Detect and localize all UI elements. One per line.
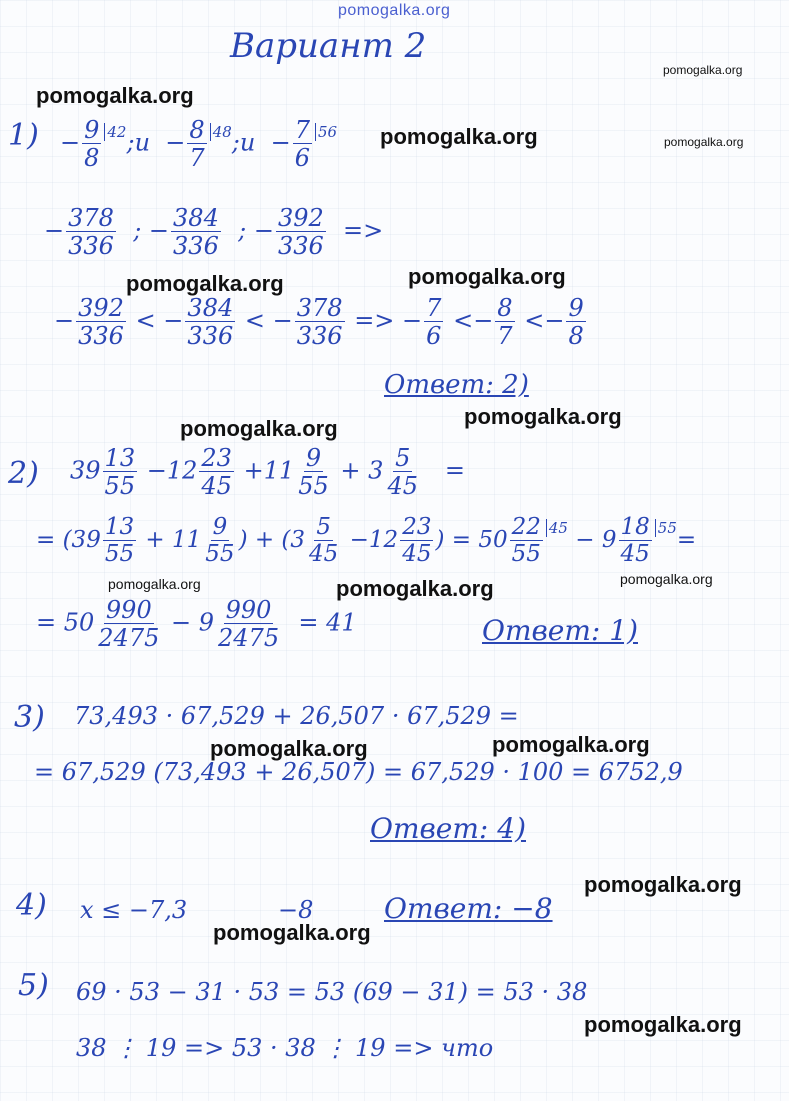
watermark: pomogalka.org xyxy=(664,135,744,149)
watermark: pomogalka.org xyxy=(210,736,368,761)
problem-2-line-2: = (39 $\frac{13}{55}$ + 11 $\frac{9}{55}$ ) + (3 $\frac{5}{45}$ −12 $\frac{23}{45}$ ) = 50 $\frac{22}{55}$ $^{45}$ − 9 $\frac{18}{45}$ $^{55}$= xyxy=(36,514,697,567)
problem-4-condition: x ≤ −7,3 xyxy=(80,896,188,924)
problem-5-line-2: 38 ⋮ 19 => 53 · 38 ⋮ 19 => что xyxy=(76,1034,494,1062)
problem-3-line-1: 73,493 · 67,529 + 26,507 · 67,529 = xyxy=(74,702,519,730)
problem-3-line-2: = 67,529 (73,493 + 26,507) = 67,529 · 100 = 6752,9 xyxy=(34,758,683,786)
problem-3-number: 3) xyxy=(14,700,45,735)
watermark: pomogalka.org xyxy=(126,271,284,296)
watermark: pomogalka.org xyxy=(408,264,566,289)
problem-5-number: 5) xyxy=(18,968,49,1003)
watermark: pomogalka.org xyxy=(213,920,371,945)
watermark: pomogalka.org xyxy=(584,1012,742,1037)
watermark: pomogalka.org xyxy=(108,576,201,592)
problem-4-answer: Ответ: −8 xyxy=(384,892,553,925)
problem-1-answer: Ответ: 2) xyxy=(384,370,529,400)
watermark: pomogalka.org xyxy=(464,404,622,429)
watermark: pomogalka.org xyxy=(380,124,538,149)
problem-4-number: 4) xyxy=(16,888,47,923)
problem-5-line-1: 69 · 53 − 31 · 53 = 53 (69 − 31) = 53 · 38 xyxy=(76,978,588,1006)
watermark-top: pomogalka.org xyxy=(338,2,451,19)
watermark: pomogalka.org xyxy=(584,872,742,897)
problem-2-number: 2) xyxy=(8,456,39,491)
problem-2-line-1: 39 $\frac{13}{55}$ −12 $\frac{23}{45}$ +11 $\frac{9}{55}$ + 3 $\frac{5}{45}$ = xyxy=(70,444,465,500)
problem-1-line-1: − $\frac{9}{8}$ $^{42}$;и − $\frac{8}{7}$ $^{48}$;и − $\frac{7}{6}$ $^{56}$ xyxy=(60,116,338,172)
watermark: pomogalka.org xyxy=(36,83,194,108)
watermark: pomogalka.org xyxy=(492,732,650,757)
problem-2-answer: Ответ: 1) xyxy=(482,614,638,647)
problem-1-line-2: − $\frac{378}{336}$ ; − $\frac{384}{336}$ ; − $\frac{392}{336}$ => xyxy=(44,204,384,260)
watermark: pomogalka.org xyxy=(663,63,743,77)
watermark: pomogalka.org xyxy=(620,571,713,587)
problem-3-answer: Ответ: 4) xyxy=(370,812,526,845)
problem-1-number: 1) xyxy=(8,118,39,153)
problem-2-line-3: = 50 $\frac{990}{2475}$ − 9 $\frac{990}{2475}$ = 41 xyxy=(36,596,357,652)
watermark: pomogalka.org xyxy=(336,576,494,601)
problem-4-value: −8 xyxy=(278,896,314,924)
page-title: Вариант 2 xyxy=(230,26,427,66)
watermark: pomogalka.org xyxy=(180,416,338,441)
problem-1-line-3: − $\frac{392}{336}$ < − $\frac{384}{336}$ < − $\frac{378}{336}$ => − $\frac{7}{6}$ <− $\frac{8}{7}$ <− $\frac{9}{8}$ xyxy=(54,294,584,350)
